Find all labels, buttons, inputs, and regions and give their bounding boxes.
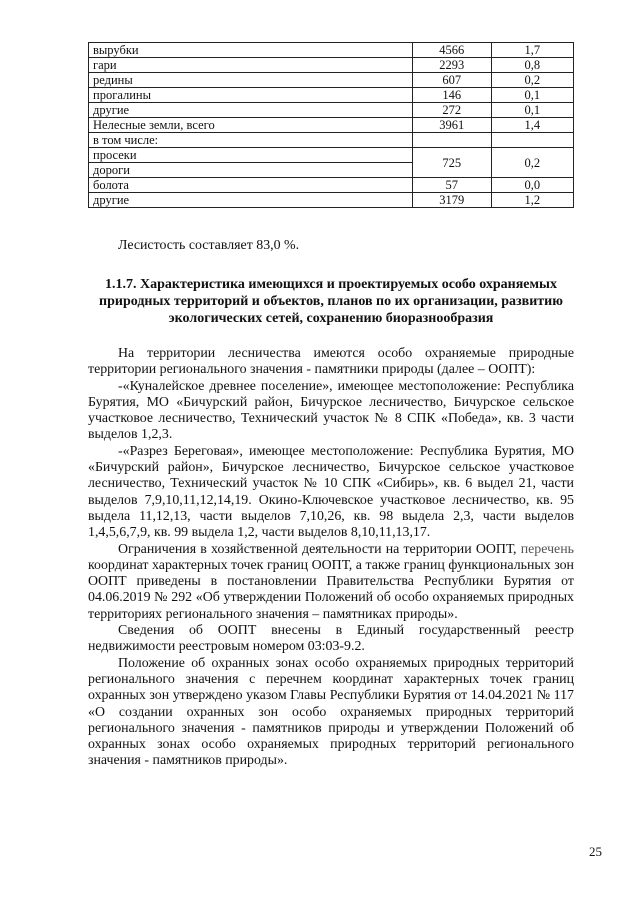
table-cell-area: 607 bbox=[412, 73, 491, 88]
page-number: 25 bbox=[589, 844, 602, 859]
table-cell-name: Нелесные земли, всего bbox=[89, 118, 413, 133]
forest-cover-text: Лесистость составляет 83,0 %. bbox=[118, 238, 300, 253]
paragraph-bereговая: -«Разрез Береговая», имеющее местоположение: Республика Бурятия, МО «Бичурский район», Бичурское лесничество, Бичурское сельское участковое лесничество, Технический участок № 10 СПК «Сибирь», кв. 6 выдел 21, части выделов 7,9,10,11,12,14,19. Окино-Ключевское участковое лесничество, кв. 95 выдела 11,12,13, части выделов 7,10,26, кв. 98 выдела 2,3, части выделов 1,4,5,6,7,9, кв. 99 выдела 1,2, части выделов 8,10,11,13,17. bbox=[88, 443, 574, 541]
table-cell-area: 725 bbox=[412, 148, 491, 178]
table-cell-name: другие bbox=[89, 103, 413, 118]
table-cell-area: 4566 bbox=[412, 43, 491, 58]
table-cell-area bbox=[412, 133, 491, 148]
paragraph-restrictions bbox=[88, 542, 574, 623]
table-cell-name: вырубки bbox=[89, 43, 413, 58]
paragraph-protection-zones: Положение об охранных зонах особо охраняемых природных территорий регионального значения с перечнем координат характерных точек границ охранных зон утверждено указом Главы Республики Бурятия от 14.04.2021 № 117 «О создании охранных зон особо охраняемых природных территорий регионального значения - памятников природы и утверждении Положений об охранных зонах особо охраняемых природных территорий регионального значения - памятников природы». bbox=[88, 655, 574, 769]
table-row bbox=[89, 43, 574, 58]
table-cell-percent: 0,2 bbox=[491, 73, 573, 88]
table-cell-name: редины bbox=[89, 73, 413, 88]
table-cell-area: 3179 bbox=[412, 193, 491, 208]
table-cell-percent: 0,1 bbox=[491, 88, 573, 103]
table-cell-name: болота bbox=[89, 178, 413, 193]
paragraph-kunaley: -«Куналейское древнее поселение», имеющее местоположение: Республика Бурятия, МО «Бичурский район, Бичурское лесничество, Бичурское сельское участковое лесничество, Технический участок № 8 СПК «Победа», кв. 3 части выделов 1,2,3. bbox=[88, 378, 574, 443]
land-category-table bbox=[88, 42, 574, 208]
table-cell-name: дороги bbox=[89, 163, 413, 178]
table-cell-percent bbox=[491, 133, 573, 148]
restrictions-text-a: Ограничения в хозяйственной деятельности на территории ООПТ, bbox=[118, 541, 517, 557]
table-cell-name: гари bbox=[89, 58, 413, 73]
restrictions-list-word: перечень bbox=[520, 541, 574, 557]
table-row bbox=[89, 88, 574, 103]
table-cell-area: 146 bbox=[412, 88, 491, 103]
table-cell-percent: 0,0 bbox=[491, 178, 573, 193]
table-cell-percent: 1,2 bbox=[491, 193, 573, 208]
table-cell-name: другие bbox=[89, 193, 413, 208]
table-row bbox=[89, 193, 574, 208]
table-cell-area: 57 bbox=[412, 178, 491, 193]
table-row bbox=[89, 73, 574, 88]
section-heading: 1.1.7. Характеристика имеющихся и проектируемых особо охраняемых природных территорий и объектов, планов по их организации, развитию экологических сетей, сохранению биоразнообразия bbox=[99, 277, 563, 326]
table-cell-name: в том числе: bbox=[89, 133, 413, 148]
table-row bbox=[89, 58, 574, 73]
body-text bbox=[88, 346, 574, 770]
table-row bbox=[89, 178, 574, 193]
table-cell-percent: 0,1 bbox=[491, 103, 573, 118]
table-cell-percent: 1,7 bbox=[491, 43, 573, 58]
table-cell-percent: 1,4 bbox=[491, 118, 573, 133]
restrictions-text-b: координат характерных точек границ ООПТ, а также границ функциональных зон ООПТ приведены в постановлении Правительства Республики Бурятия от 04.06.2019 № 292 «Об утверждении Положений об особо охраняемых природных территориях регионального значения – памятниках природы». bbox=[88, 557, 574, 622]
table-row bbox=[89, 148, 574, 163]
paragraph-intro: На территории лесничества имеются особо охраняемые природные территории регионального значения - памятники природы (далее – ООПТ): bbox=[88, 346, 574, 378]
table-cell-name: прогалины bbox=[89, 88, 413, 103]
table-cell-area: 2293 bbox=[412, 58, 491, 73]
paragraph-registry: Сведения об ООПТ внесены в Единый государственный реестр недвижимости реестровым номером 03:03-9.2. bbox=[88, 623, 574, 655]
table-row bbox=[89, 133, 574, 148]
table-cell-area: 272 bbox=[412, 103, 491, 118]
table-cell-area: 3961 bbox=[412, 118, 491, 133]
table-cell-percent: 0,8 bbox=[491, 58, 573, 73]
table-cell-percent: 0,2 bbox=[491, 148, 573, 178]
table-row bbox=[89, 103, 574, 118]
table-row bbox=[89, 118, 574, 133]
table-cell-name: просеки bbox=[89, 148, 413, 163]
